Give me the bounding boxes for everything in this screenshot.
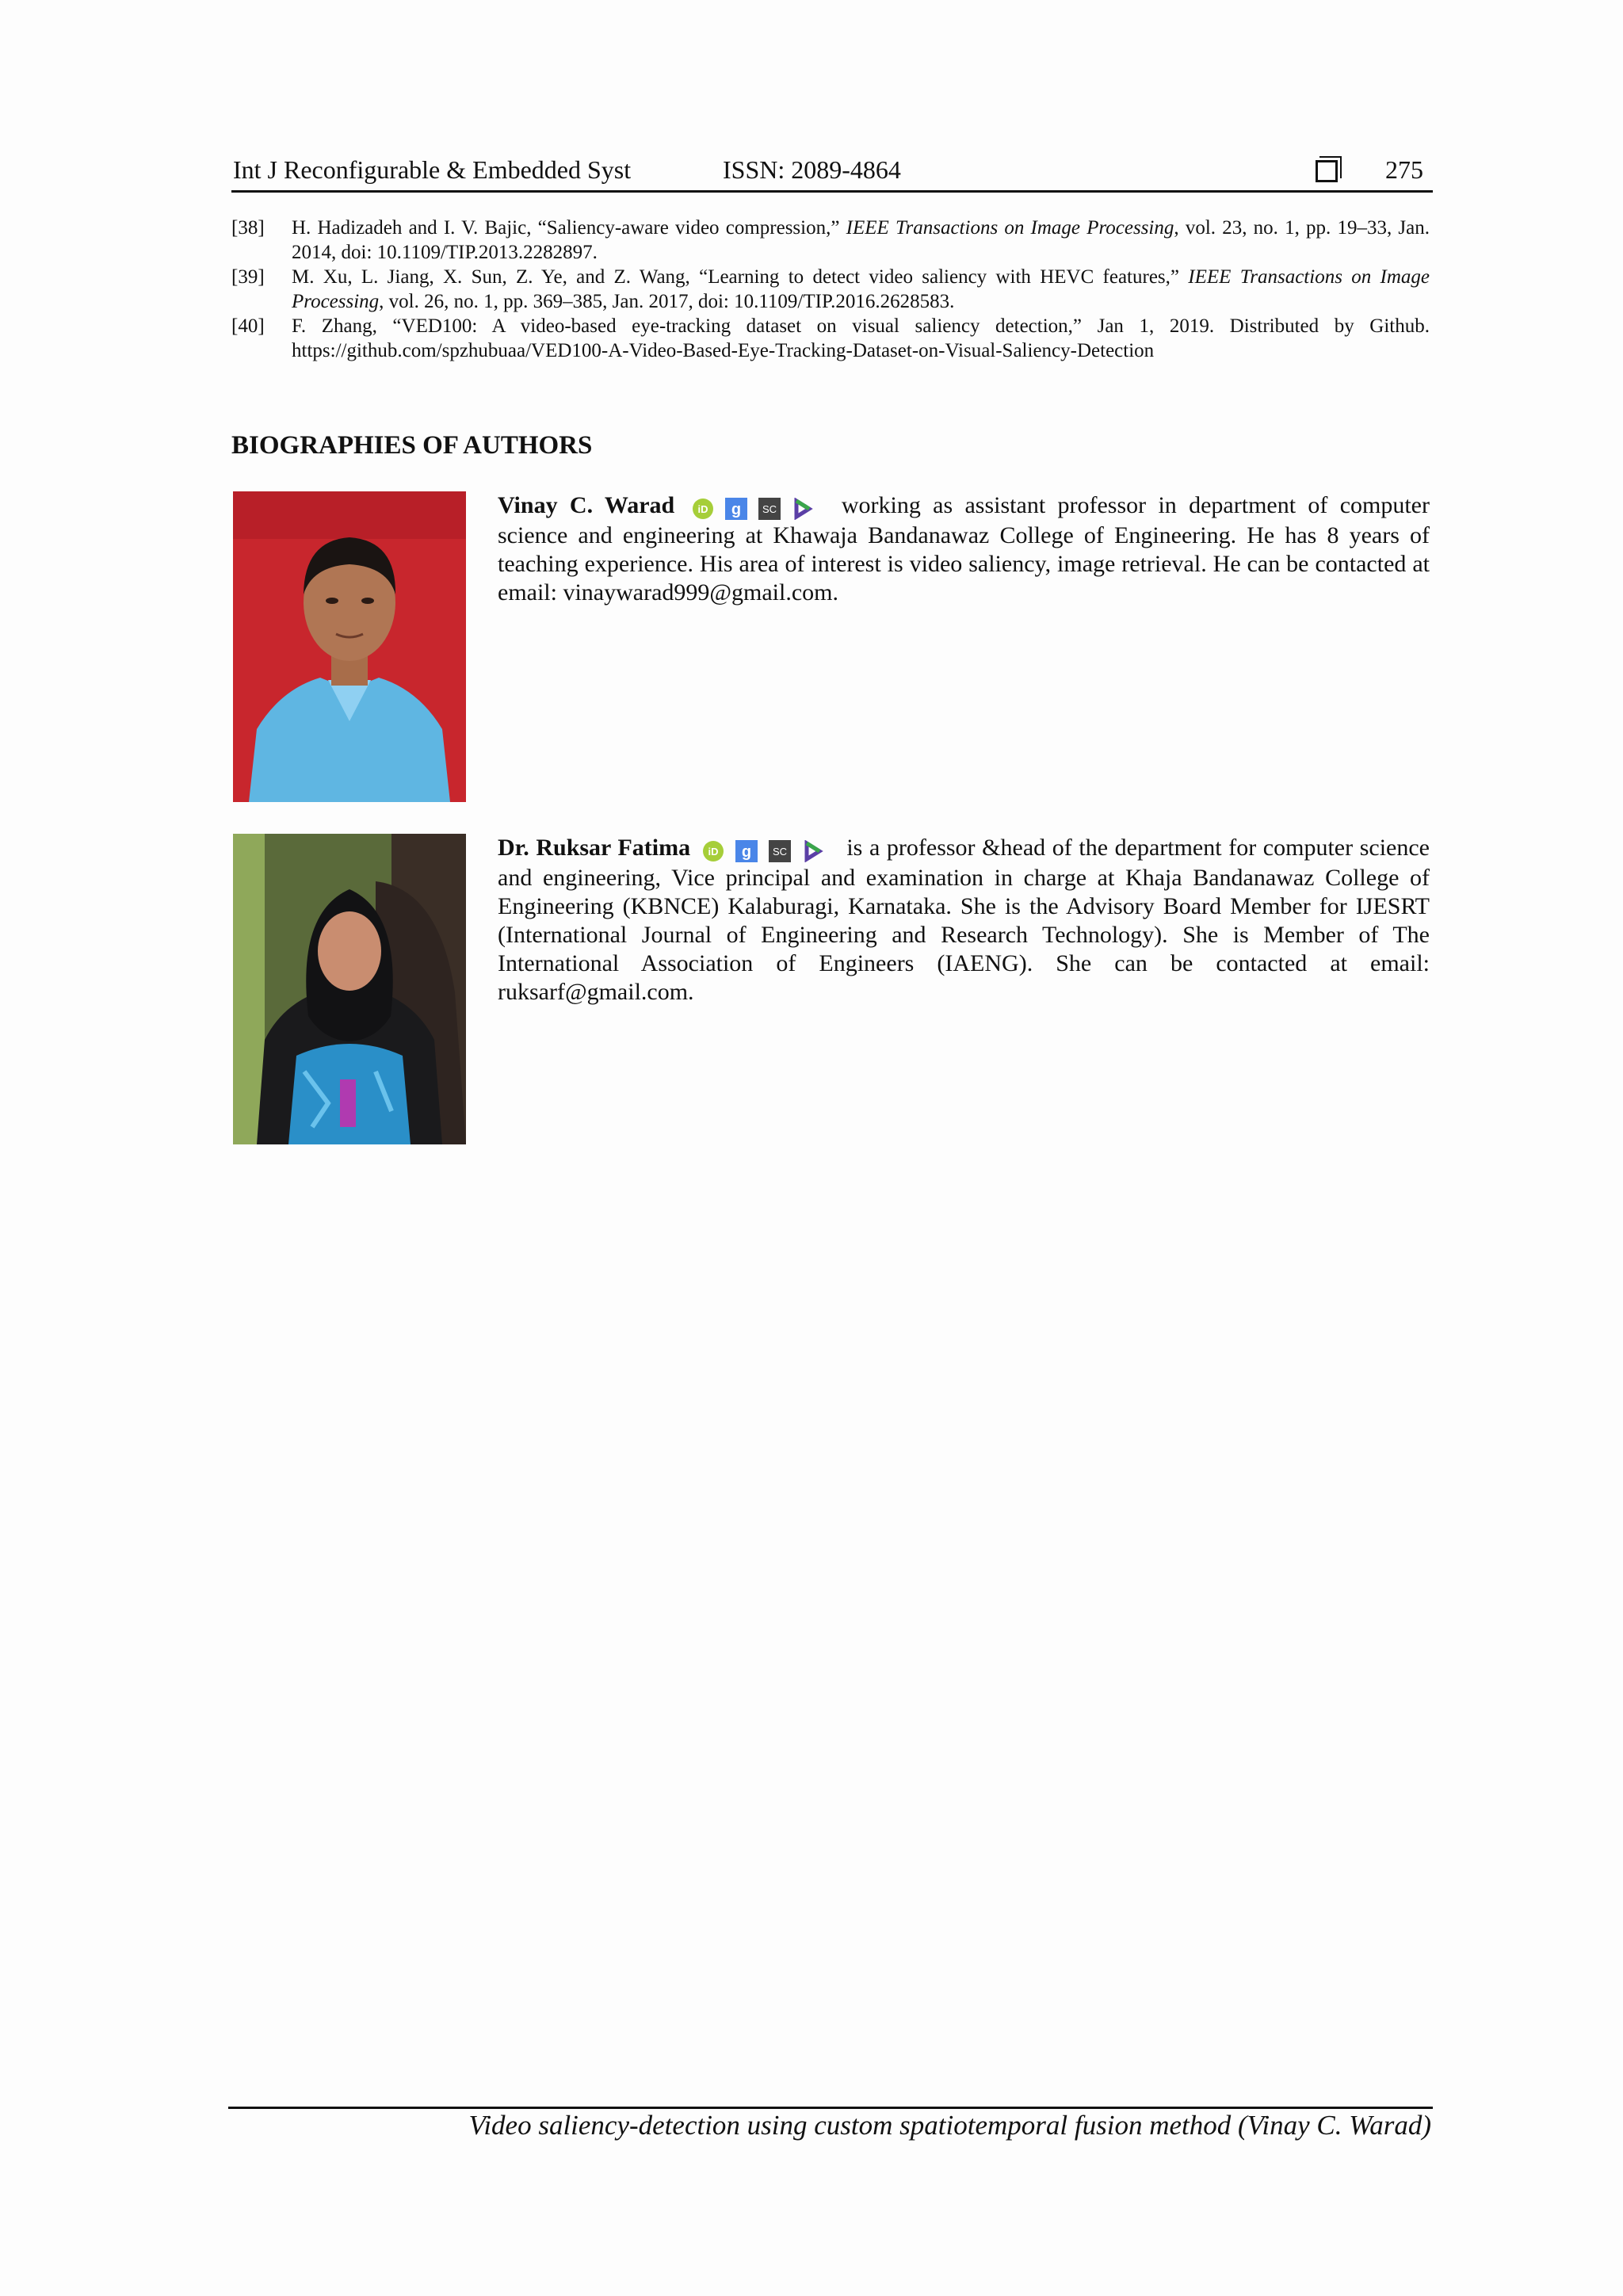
orcid-icon[interactable] — [702, 840, 724, 862]
reference-number: [40] — [231, 315, 265, 337]
checkbox-square-icon — [1316, 160, 1338, 182]
issn: ISSN: 2089-4864 — [723, 155, 901, 184]
author-name: Dr. Ruksar Fatima — [498, 835, 691, 861]
reference-item: [40] F. Zhang, “VED100: A video-based eye-tracking dataset on visual saliency detection,” Jan 1, 2019. Distributed by Github. https://github.com/spzhubuaa/VED100-A-Video-Based-Eye-Tracking-Dataset-on-Visual-Saliency-Detection — [231, 315, 1430, 361]
section-heading: BIOGRAPHIES OF AUTHORS — [231, 431, 593, 460]
scopus-icon[interactable] — [758, 498, 781, 520]
reference-item: [38] H. Hadizadeh and I. V. Bajic, “Saliency-aware video compression,” IEEE Transactions on Image Processing, vol. 23, no. 1, pp. 19–33, Jan. 2014, doi: 10.1109/TIP.2013.2282897. — [231, 217, 1430, 263]
reference-item: [39] M. Xu, L. Jiang, X. Sun, Z. Ye, and Z. Wang, “Learning to detect video saliency with HEVC features,” IEEE Transactions on Image Processing, vol. 26, no. 1, pp. 369–385, Jan. 2017, doi: 10.1109/TIP.2016.2628583. — [231, 266, 1430, 312]
author-bio-text — [498, 491, 1430, 607]
google-scholar-icon[interactable] — [725, 498, 747, 520]
references-list — [231, 216, 1430, 363]
svg-text:SC: SC — [762, 503, 777, 516]
reference-number: [38] — [231, 217, 265, 239]
author-bio — [231, 491, 1436, 805]
google-scholar-icon[interactable] — [735, 840, 758, 862]
page-number: 275 — [1385, 155, 1423, 184]
svg-text:iD: iD — [708, 846, 719, 858]
scopus-icon[interactable] — [769, 840, 791, 862]
publons-icon[interactable] — [802, 840, 824, 862]
author-photo — [233, 834, 466, 1144]
author-bio — [231, 834, 1436, 1148]
orcid-icon[interactable] — [692, 498, 714, 520]
author-name: Vinay C. Warad — [498, 492, 675, 518]
page-header — [231, 155, 1433, 193]
author-photo — [233, 491, 466, 802]
author-description: is a professor &head of the department for computer science and engineering, Vice principal and examination in charge at Khaja Bandanawaz College of Engineering (KBNCE) Kalaburagi, Karnataka. She is the Advisory Board Member for IJESRT (International Journal of Engineering and Research Technology). She is Member of The International Association of Engineers (IAENG). She can be contacted at email: ruksarf@gmail.com. — [498, 835, 1430, 1005]
running-footer: Video saliency-detection using custom spatiotemporal fusion method (Vinay C. Warad) — [468, 2110, 1431, 2141]
footer-rule — [228, 2107, 1433, 2109]
svg-text:g: g — [741, 843, 751, 861]
svg-text:g: g — [731, 501, 741, 519]
svg-text:SC: SC — [772, 846, 787, 858]
author-profile-icons — [692, 493, 825, 521]
author-profile-icons — [702, 835, 835, 864]
author-description: working as assistant professor in department of computer science and engineering at Khawaja Bandanawaz College of Engineering. He has 8 years of teaching experience. His area of interest is video saliency, image retrieval. He can be contacted at email: vinaywarad999@gmail.com. — [498, 492, 1430, 606]
svg-text:iD: iD — [697, 503, 708, 516]
reference-number: [39] — [231, 266, 265, 288]
journal-title: Int J Reconfigurable & Embedded Syst — [233, 155, 632, 184]
publons-icon[interactable] — [792, 498, 814, 520]
author-bio-text — [498, 834, 1430, 1007]
